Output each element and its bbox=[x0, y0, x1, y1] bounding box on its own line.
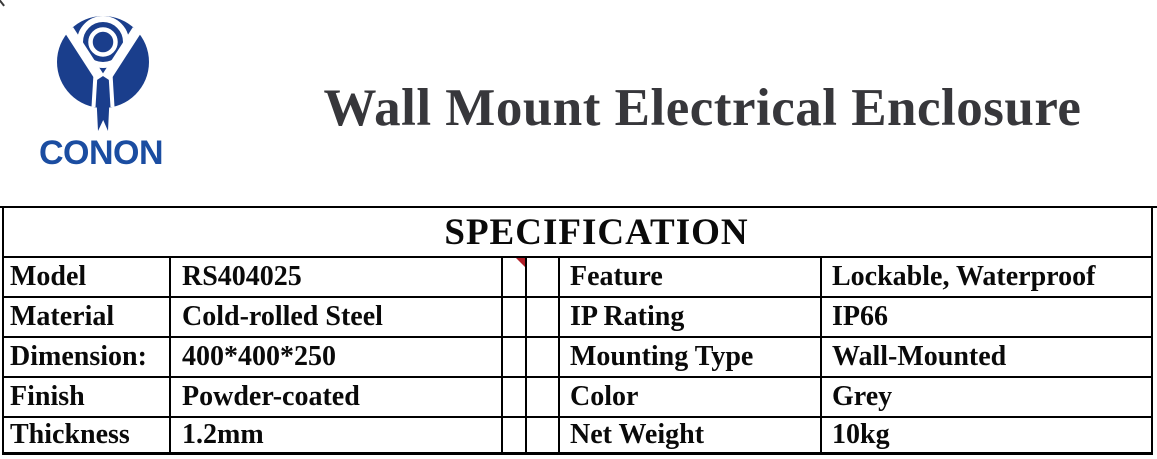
spec-label-finish: Finish bbox=[4, 378, 171, 418]
logo-brand-text: CONON bbox=[38, 134, 164, 172]
spec-value-net-weight: 10kg bbox=[832, 419, 890, 450]
spec-label-color: Color bbox=[560, 378, 822, 418]
spec-value-finish: Powder-coated bbox=[171, 378, 503, 418]
spec-label-feature: Feature bbox=[560, 258, 822, 298]
spacer-cell bbox=[503, 338, 527, 378]
spec-value-ip-rating: IP66 bbox=[822, 298, 1151, 338]
spacer-cell bbox=[503, 418, 527, 452]
cell-comment-triangle-icon bbox=[516, 258, 525, 267]
spacer-cell bbox=[503, 298, 527, 338]
spacer-cell bbox=[527, 338, 560, 378]
spec-value-material: Cold-rolled Steel bbox=[171, 298, 503, 338]
stray-corner-mark bbox=[0, 0, 5, 7]
spec-label-mounting-type: Mounting Type bbox=[560, 338, 822, 378]
spacer-cell bbox=[527, 418, 560, 452]
spec-label-net-weight: Net Weight bbox=[560, 418, 822, 452]
spec-value-thickness: 1.2mm bbox=[171, 418, 503, 452]
spec-label-material: Material bbox=[4, 298, 171, 338]
page-title: Wall Mount Electrical Enclosure bbox=[323, 79, 1082, 137]
spec-value-dimension: 400*400*250 bbox=[171, 338, 503, 378]
spec-label-model: Model bbox=[4, 258, 171, 298]
company-logo bbox=[38, 14, 168, 173]
spec-value-mounting-type: Wall-Mounted bbox=[822, 338, 1151, 378]
spec-label-ip-rating: IP Rating bbox=[560, 298, 822, 338]
spec-label-thickness: Thickness bbox=[4, 418, 171, 452]
spec-value-model: RS404025 bbox=[171, 258, 503, 298]
spec-value-feature: Lockable, Waterproof bbox=[822, 258, 1151, 298]
spacer-cell bbox=[503, 258, 527, 298]
spacer-cell bbox=[527, 298, 560, 338]
conon-person-circle-icon bbox=[50, 14, 156, 132]
spec-value-color: Grey bbox=[822, 378, 1151, 418]
spacer-cell bbox=[503, 378, 527, 418]
spacer-cell bbox=[527, 258, 560, 298]
specification-table bbox=[2, 206, 1153, 455]
spec-label-dimension: Dimension: bbox=[4, 338, 171, 378]
spacer-cell bbox=[527, 378, 560, 418]
specification-heading: SPECIFICATION bbox=[4, 208, 1151, 258]
